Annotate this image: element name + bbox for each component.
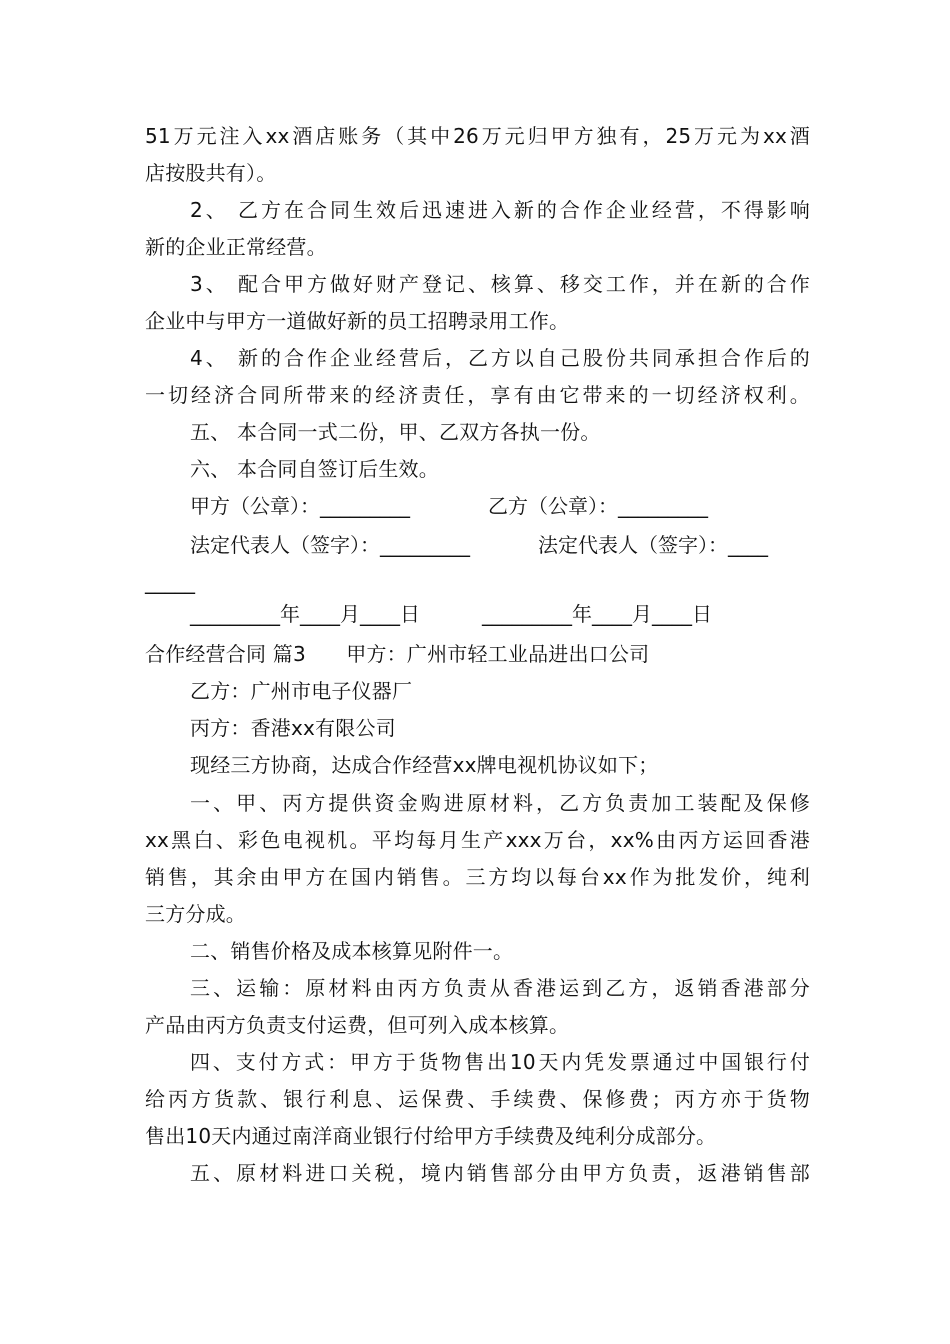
paragraph-line: 三方分成。 bbox=[145, 902, 246, 926]
paragraph-line: 二、销售价格及成本核算见附件一。 bbox=[190, 939, 514, 963]
paragraph-line: 2、 乙方在合同生效后迅速进入新的合作企业经营，不得影响 bbox=[190, 198, 810, 222]
paragraph-line: 现经三方协商，达成合作经营xx牌电视机协议如下； bbox=[190, 753, 659, 777]
party-b-seal: 乙方（公章）：_________ bbox=[488, 494, 708, 518]
paragraph-line: 售出10天内通过南洋商业银行付给甲方手续费及纯利分成部分。 bbox=[145, 1124, 717, 1148]
paragraph-line: 产品由丙方负责支付运费，但可列入成本核算。 bbox=[145, 1013, 570, 1037]
paragraph-line: 三、运输：原材料由丙方负责从香港运到乙方，返销香港部分 bbox=[190, 976, 810, 1000]
paragraph-line: 给丙方货款、银行利息、运保费、手续费、保修费；丙方亦于货物 bbox=[145, 1087, 810, 1111]
legal-rep-a: 法定代表人（签字）：_________ bbox=[190, 533, 470, 557]
paragraph-line: 店按股共有）。 bbox=[145, 161, 277, 185]
paragraph-line: 51万元注入xx酒店账务（其中26万元归甲方独有，25万元为xx酒 bbox=[145, 124, 810, 148]
paragraph-line: 销售，其余由甲方在国内销售。三方均以每台xx作为批发价，纯利 bbox=[145, 865, 810, 889]
paragraph-line: 乙方：广州市电子仪器厂 bbox=[190, 679, 413, 703]
paragraph-line: xx黑白、彩色电视机。平均每月生产xxx万台，xx%由丙方运回香港 bbox=[145, 828, 810, 852]
party-a-seal: 甲方（公章）：_________ bbox=[190, 494, 410, 518]
paragraph-line: 一、甲、丙方提供资金购进原材料，乙方负责加工装配及保修 bbox=[190, 791, 810, 815]
date-a: _________年____月____日 bbox=[190, 602, 420, 626]
date-b: _________年____月____日 bbox=[482, 602, 712, 626]
paragraph-line: 五、原材料进口关税，境内销售部分由甲方负责，返港销售部 bbox=[190, 1161, 810, 1185]
paragraph-line: 一切经济合同所带来的经济责任，享有由它带来的一切经济权利。 bbox=[145, 383, 810, 407]
paragraph-line: 企业中与甲方一道做好新的员工招聘录用工作。 bbox=[145, 309, 570, 333]
paragraph-line: 四、支付方式：甲方于货物售出10天内凭发票通过中国银行付 bbox=[190, 1050, 810, 1074]
section-heading: 合作经营合同 篇3 甲方：广州市轻工业品进出口公司 bbox=[145, 642, 650, 666]
paragraph-line: 六、 本合同自签订后生效。 bbox=[190, 457, 439, 481]
legal-rep-b-continued: _____ bbox=[145, 570, 195, 594]
paragraph-line: 3、 配合甲方做好财产登记、核算、移交工作，并在新的合作 bbox=[190, 272, 810, 296]
paragraph-line: 新的企业正常经营。 bbox=[145, 235, 327, 259]
legal-rep-b: 法定代表人（签字）：____ bbox=[538, 533, 768, 557]
paragraph-line: 丙方：香港xx有限公司 bbox=[190, 716, 396, 740]
paragraph-line: 4、 新的合作企业经营后，乙方以自己股份共同承担合作后的 bbox=[190, 346, 810, 370]
paragraph-line: 五、 本合同一式二份，甲、乙双方各执一份。 bbox=[190, 420, 601, 444]
